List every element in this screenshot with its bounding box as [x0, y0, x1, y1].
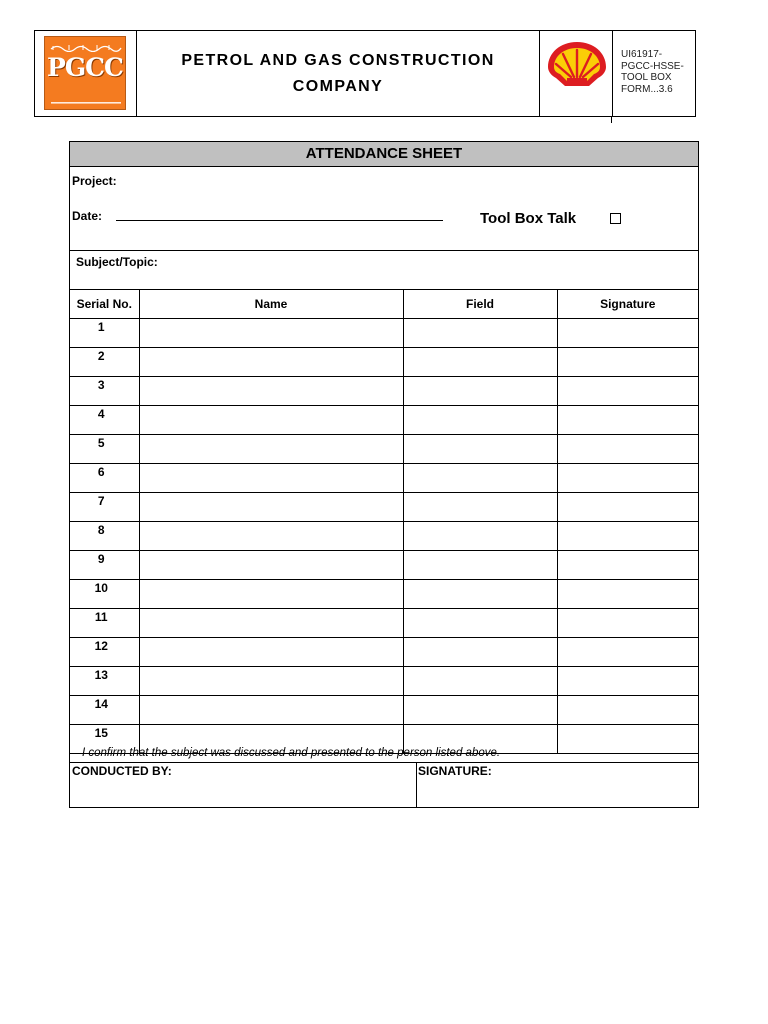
field-cell[interactable]: [403, 667, 557, 696]
name-cell[interactable]: [139, 609, 403, 638]
field-cell[interactable]: [403, 435, 557, 464]
document-code-line: FORM...3.6: [621, 83, 673, 95]
serial-cell: 15: [70, 725, 139, 754]
table-row: [70, 493, 698, 522]
name-cell[interactable]: [139, 667, 403, 696]
table-row: [70, 406, 698, 435]
field-cell[interactable]: [403, 377, 557, 406]
serial-cell: 9: [70, 551, 139, 580]
field-cell[interactable]: [403, 551, 557, 580]
date-label: Date:: [72, 209, 103, 223]
field-cell[interactable]: [403, 406, 557, 435]
signature-cell[interactable]: [557, 522, 698, 551]
serial-cell: 11: [70, 609, 139, 638]
section-divider: [70, 250, 698, 251]
name-cell[interactable]: [139, 406, 403, 435]
signature-cell[interactable]: [557, 609, 698, 638]
company-name-line1: PETROL AND GAS CONSTRUCTION: [181, 51, 495, 69]
sign-off-row: [70, 762, 698, 808]
field-cell[interactable]: [403, 696, 557, 725]
field-cell[interactable]: [403, 638, 557, 667]
field-cell[interactable]: [403, 464, 557, 493]
toolbox-talk-checkbox[interactable]: [610, 213, 621, 224]
table-row: [70, 435, 698, 464]
document-header: [34, 30, 696, 117]
name-cell[interactable]: [139, 493, 403, 522]
signature-cell[interactable]: [557, 435, 698, 464]
name-cell[interactable]: [139, 377, 403, 406]
logo-cell: [35, 31, 137, 116]
signature-cell[interactable]: [557, 725, 698, 754]
signature-label: SIGNATURE:: [418, 764, 492, 778]
serial-cell: 3: [70, 377, 139, 406]
name-cell[interactable]: [139, 696, 403, 725]
table-row: [70, 377, 698, 406]
table-header-row: [70, 290, 698, 319]
serial-cell: 1: [70, 319, 139, 348]
table-row: [70, 522, 698, 551]
table-row: [70, 464, 698, 493]
table-row: [70, 667, 698, 696]
name-cell[interactable]: [139, 464, 403, 493]
signature-cell[interactable]: [557, 493, 698, 522]
serial-cell: 7: [70, 493, 139, 522]
name-cell[interactable]: [139, 522, 403, 551]
column-header-serial: Serial No.: [70, 290, 139, 319]
signature-cell[interactable]: [557, 551, 698, 580]
field-cell[interactable]: [403, 319, 557, 348]
serial-cell: 8: [70, 522, 139, 551]
serial-cell: 12: [70, 638, 139, 667]
serial-cell: 4: [70, 406, 139, 435]
signature-cell[interactable]: [557, 696, 698, 725]
table-row: [70, 319, 698, 348]
company-name-line2: COMPANY: [292, 77, 384, 95]
signature-cell[interactable]: [557, 638, 698, 667]
signature-cell[interactable]: [557, 377, 698, 406]
field-cell[interactable]: [403, 348, 557, 377]
signature-cell[interactable]: [557, 406, 698, 435]
shell-logo-cell: [540, 31, 613, 116]
sheet-title: ATTENDANCE SHEET: [70, 142, 698, 167]
field-cell[interactable]: [403, 493, 557, 522]
serial-cell: 14: [70, 696, 139, 725]
date-field[interactable]: [116, 220, 443, 221]
subject-label: Subject/Topic:: [76, 255, 158, 269]
conducted-by-label: CONDUCTED BY:: [72, 764, 172, 778]
logo-subtext-mark: [49, 101, 123, 105]
attendance-rows: [70, 319, 698, 754]
signature-cell[interactable]: [557, 667, 698, 696]
name-cell[interactable]: [139, 638, 403, 667]
attendance-form: [69, 141, 699, 808]
document-code-line: TOOL BOX: [621, 72, 672, 83]
toolbox-talk-label: Tool Box Talk: [480, 210, 577, 227]
field-cell[interactable]: [403, 580, 557, 609]
serial-cell: 6: [70, 464, 139, 493]
name-cell[interactable]: [139, 435, 403, 464]
arabic-calligraphy-mark: [49, 43, 123, 52]
field-cell[interactable]: [403, 609, 557, 638]
signature-cell[interactable]: [557, 580, 698, 609]
field-cell[interactable]: [403, 522, 557, 551]
serial-cell: 13: [70, 667, 139, 696]
signature-cell[interactable]: [557, 348, 698, 377]
pgcc-logo-text: PGCC: [47, 53, 123, 82]
company-name-cell: [137, 31, 540, 116]
pgcc-logo: [44, 36, 126, 110]
sign-off-divider: [416, 763, 417, 808]
confirmation-statement: I confirm that the subject was discussed and presented to the person listed above.: [82, 747, 501, 759]
name-cell[interactable]: [139, 348, 403, 377]
project-label: Project:: [72, 174, 117, 188]
column-header-signature: Signature: [557, 290, 698, 319]
table-row: [70, 580, 698, 609]
header-tick-divider: [611, 116, 612, 123]
name-cell[interactable]: [139, 580, 403, 609]
shell-pecten-logo: [544, 39, 610, 89]
table-row: [70, 638, 698, 667]
name-cell[interactable]: [139, 319, 403, 348]
signature-cell[interactable]: [557, 319, 698, 348]
document-code-line: PGCC-HSSE-: [621, 60, 684, 72]
table-row: [70, 609, 698, 638]
table-row: [70, 551, 698, 580]
serial-cell: 2: [70, 348, 139, 377]
signature-cell[interactable]: [557, 464, 698, 493]
table-row: [70, 696, 698, 725]
document-code-line: UI61917-: [621, 49, 663, 60]
document-code-cell: [613, 31, 695, 116]
document-code: [621, 49, 684, 95]
column-header-name: Name: [139, 290, 403, 319]
table-row: [70, 348, 698, 377]
name-cell[interactable]: [139, 551, 403, 580]
serial-cell: 5: [70, 435, 139, 464]
column-header-field: Field: [403, 290, 557, 319]
serial-cell: 10: [70, 580, 139, 609]
attendance-table: [70, 290, 698, 754]
